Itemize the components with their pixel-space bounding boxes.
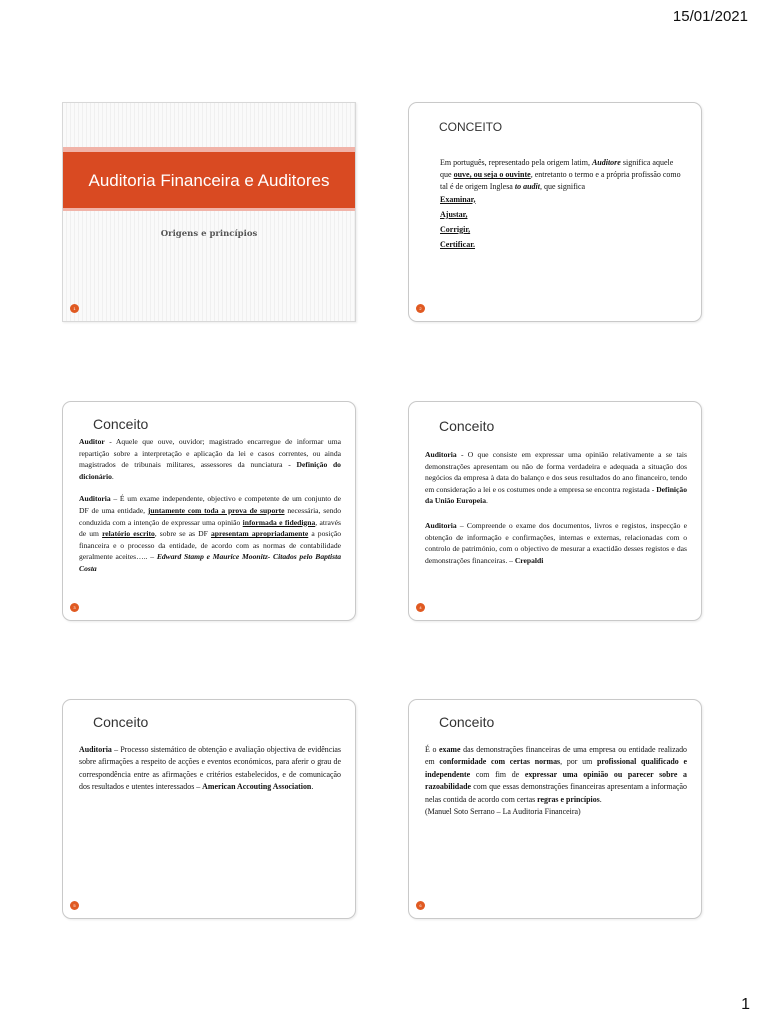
slide-5-thumbnail[interactable] xyxy=(62,699,356,919)
text: É o xyxy=(425,745,440,754)
text: , que significa xyxy=(539,182,586,192)
text: , por um xyxy=(560,757,597,767)
text: necessária, sendo conduzida com a intenção de expressar uma opinião xyxy=(79,505,341,527)
slide-heading: Conceito xyxy=(93,416,149,432)
emphasis-text: exame xyxy=(439,745,461,754)
slide-4-thumbnail[interactable] xyxy=(408,401,702,621)
source: Definição da União Europeia xyxy=(425,484,687,506)
term: Auditor xyxy=(79,437,105,446)
title-band-accent-bottom xyxy=(63,208,355,211)
slide-body xyxy=(440,157,685,251)
list-item: Corrigir, xyxy=(440,225,471,235)
emphasis-text: apresentam apropriadamente xyxy=(210,529,309,539)
source: Definição do dicionário xyxy=(79,460,341,481)
text: - O que consiste em expressar uma opinião relativamente a se tais demonstrações apresentam ou não de forma verdadeira e adequada a situação dos negócios da empresa à data do balanço e dos seus resultados do ano financeiro, tendo em consideração a lei e os costumes onde a empresa se encontra registada - xyxy=(425,450,687,494)
list-item: Examinar, xyxy=(440,194,476,204)
source: Crepaldi xyxy=(514,555,544,565)
slide-number-badge: 3 xyxy=(70,603,79,612)
slide-heading: Conceito xyxy=(439,418,495,434)
text: – Compreende o exame dos documentos, livros e registos, inspecção e obtenção de informação e confirmações, internas e externas, relacionadas com o controlo de património, com o objectivo de mesurar a exactidão desses registos e das demonstrações financeiras. – xyxy=(425,520,687,565)
slide-title: Auditoria Financeira e Auditores xyxy=(63,152,355,208)
reference: (Manuel Soto Serrano – La Auditoria Financeira) xyxy=(425,807,581,817)
term: Auditoria xyxy=(425,520,457,530)
term: Auditoria xyxy=(79,745,112,754)
slide-body xyxy=(79,436,341,575)
slide-number-badge: 6 xyxy=(416,901,425,910)
slide-heading: Conceito xyxy=(93,714,149,730)
slide-number-badge: 1 xyxy=(70,304,79,313)
text: das demonstrações financeiras de uma empresa ou entidade realizado em xyxy=(425,745,688,767)
term: Auditoria xyxy=(425,450,457,459)
emphasis-text: to audit xyxy=(514,182,540,192)
emphasis-text: juntamente com toda a prova de suporte xyxy=(147,505,285,515)
emphasis-text: profissional qualificado e independente xyxy=(425,757,687,779)
list-item: Certificar. xyxy=(440,240,476,250)
text: significa aquele que xyxy=(440,158,674,180)
text: com que essas demonstrações financeiras apresentam a informação nelas contida de acordo com certas xyxy=(425,782,687,804)
source: Edward Stamp e Maurice Moonitz- Citados pelo Baptista Costa xyxy=(79,552,341,573)
text: , sobre se as DF xyxy=(154,529,211,539)
slide-number-badge: 5 xyxy=(70,901,79,910)
slide-subtitle: Origens e princípios xyxy=(160,229,258,239)
emphasis-text: regras e princípios xyxy=(537,794,600,804)
text: . xyxy=(599,794,602,804)
emphasis-text: conformidade com certas normas xyxy=(439,757,561,767)
slide-body xyxy=(425,744,687,818)
text: . xyxy=(311,782,314,792)
slide-number-badge: 4 xyxy=(416,603,425,612)
list-item: Ajustar, xyxy=(440,209,468,219)
page-number: 1 xyxy=(741,996,750,1013)
text: com fim de xyxy=(470,769,525,779)
emphasis-text: relatório escrito xyxy=(102,529,155,539)
text: . xyxy=(486,496,488,506)
slide-2-thumbnail[interactable] xyxy=(408,102,702,322)
text: Em português, representado pela origem latim, xyxy=(440,158,592,167)
emphasis-text: Auditore xyxy=(591,158,621,167)
text: – É um exame independente, objectivo e competente de um conjunto de DF de uma entidade, xyxy=(79,494,341,515)
emphasis-text: expressar uma opinião ou parecer sobre a razoabilidade xyxy=(425,769,687,792)
text: , entretanto o termo e a própria profissão como tal é de origem Inglesa xyxy=(440,170,681,192)
print-date: 15/01/2021 xyxy=(672,8,748,25)
source: American Accouting Association xyxy=(202,782,312,792)
slide-body xyxy=(79,744,341,794)
slide-heading: CONCEITO xyxy=(439,120,503,134)
text: – Processo sistemático de obtenção e avaliação objectiva de evidências sobre afirmações a respeito de acções e eventos económicos, para aferir o grau de correspondência entre as afirmações e critérios estabelecidos, e de comunicação dos resultados e utentes interessados – xyxy=(79,745,341,792)
text: , através de um xyxy=(79,517,341,539)
slide-heading: Conceito xyxy=(439,714,495,730)
term: Auditoria xyxy=(79,494,111,504)
slide-6-thumbnail[interactable] xyxy=(408,699,702,919)
slide-3-thumbnail[interactable] xyxy=(62,401,356,621)
slide-number-badge: 2 xyxy=(416,304,425,313)
text: - Aquele que ouve, ouvidor; magistrado encarregue de informar uma repartição sobre a interpretação e aplicação da lei e casos correntes, ou ainda magistrados de tribunais militares, assessores da nunciatura - xyxy=(79,437,341,470)
slide-1-thumbnail[interactable] xyxy=(62,102,356,322)
text: . xyxy=(111,471,114,481)
slide-body xyxy=(425,449,687,566)
emphasis-text: ouve, ou seja o ouvinte xyxy=(453,170,531,180)
text: a posição financeira e o processo da entidade, de acordo com as normas de contabilidade geralmente aceites….. – xyxy=(79,529,341,562)
emphasis-text: informada e fidedigna xyxy=(242,517,316,527)
